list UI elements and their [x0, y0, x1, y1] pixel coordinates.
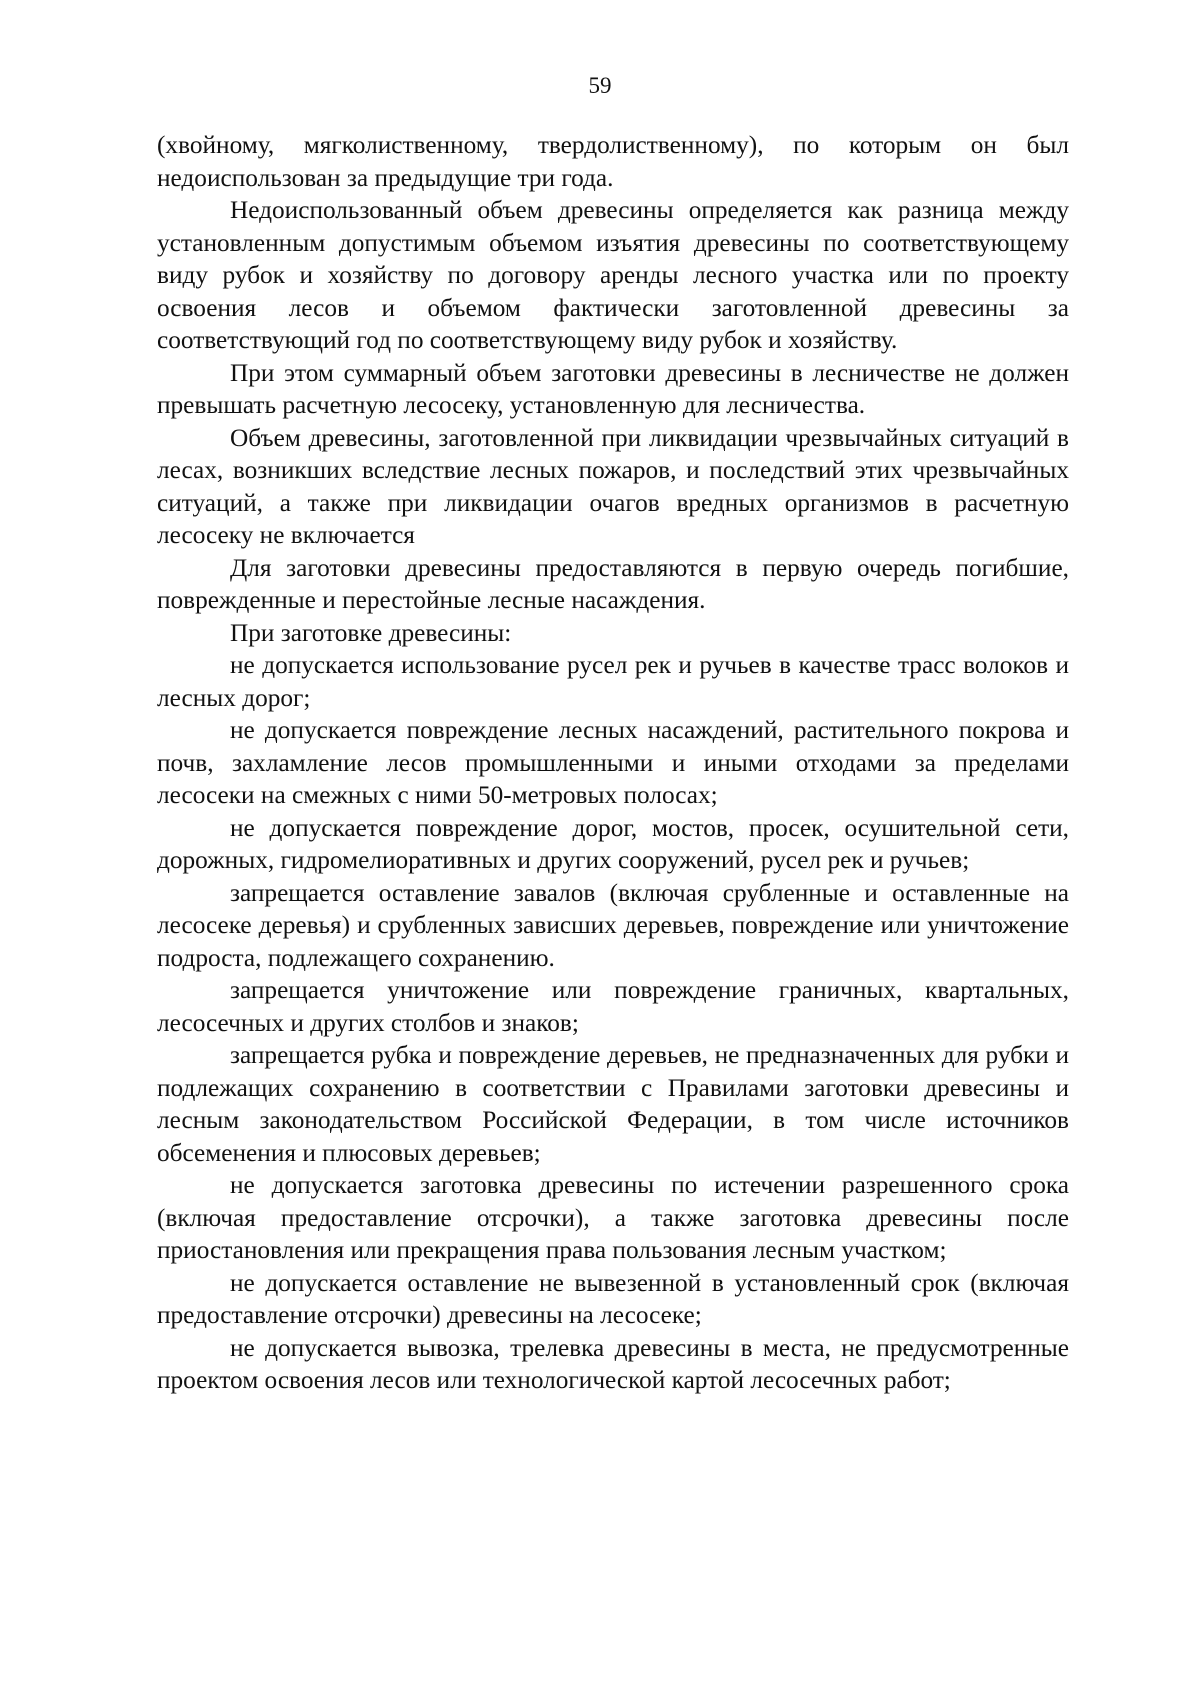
list-item: не допускается использование русел рек и ручьев в качестве трасс волоков и лесных дорог;: [157, 651, 1069, 712]
paragraph: Недоиспользованный объем древесины определяется как разница между установленным допустимым объемом изъятия древесины по соответствующему виду рубок и хозяйству по договору аренды лесного участка или по проекту освоения лесов и объемом фактически заготовленной древесины за соответствующий год по соответствующему виду рубок и хозяйству.: [157, 196, 1069, 354]
list-item: не допускается оставление не вывезенной в установленный срок (включая предоставление отсрочки) древесины на лесосеке;: [157, 1268, 1069, 1329]
paragraph: При заготовке древесины:: [230, 618, 512, 647]
paragraph: При этом суммарный объем заготовки древесины в лесничестве не должен превышать расчетную лесосеку, установленную для лесничества.: [157, 358, 1069, 419]
page-number: 59: [588, 73, 612, 98]
list-item: запрещается оставление завалов (включая срубленные и оставленные на лесосеке деревья) и срубленных зависших деревьев, повреждение или уничтожение подроста, подлежащего сохранению.: [157, 878, 1069, 972]
document-body: [157, 129, 1069, 1397]
list-item: запрещается рубка и повреждение деревьев, не предназначенных для рубки и подлежащих сохранению в соответствии с Правилами заготовки древесины и лесным законодательством Российской Федерации, в том числе источников обсеменения и плюсовых деревьев;: [157, 1041, 1069, 1167]
list-item: не допускается повреждение лесных насаждений, растительного покрова и почв, захламление лесов промышленными и иными отходами за пределами лесосеки на смежных с ними 50-метровых полосах;: [157, 716, 1069, 809]
list-item: запрещается уничтожение или повреждение граничных, квартальных, лесосечных и других столбов и знаков;: [157, 976, 1069, 1037]
paragraph: Объем древесины, заготовленной при ликвидации чрезвычайных ситуаций в лесах, возникших вследствие лесных пожаров, и последствий этих чрезвычайных ситуаций, а также при ликвидации очагов вредных организмов в расчетную лесосеку не включается: [157, 423, 1069, 549]
list-item: не допускается вывозка, трелевка древесины в места, не предусмотренные проектом освоения лесов или технологической картой лесосечных работ;: [157, 1333, 1069, 1394]
paragraph: Для заготовки древесины предоставляются в первую очередь погибшие, поврежденные и перестойные лесные насаждения.: [157, 553, 1069, 614]
list-item: не допускается повреждение дорог, мостов, просек, осушительной сети, дорожных, гидромелиоративных и других сооружений, русел рек и ручьев;: [157, 813, 1069, 874]
list-item: не допускается заготовка древесины по истечении разрешенного срока (включая предоставление отсрочки), а также заготовка древесины после приостановления или прекращения права пользования лесным участком;: [157, 1171, 1069, 1264]
paragraph-continuation: (хвойному, мягколиственному, твердолиственному), по которым он был недоиспользован за предыдущие три года.: [157, 131, 1069, 192]
